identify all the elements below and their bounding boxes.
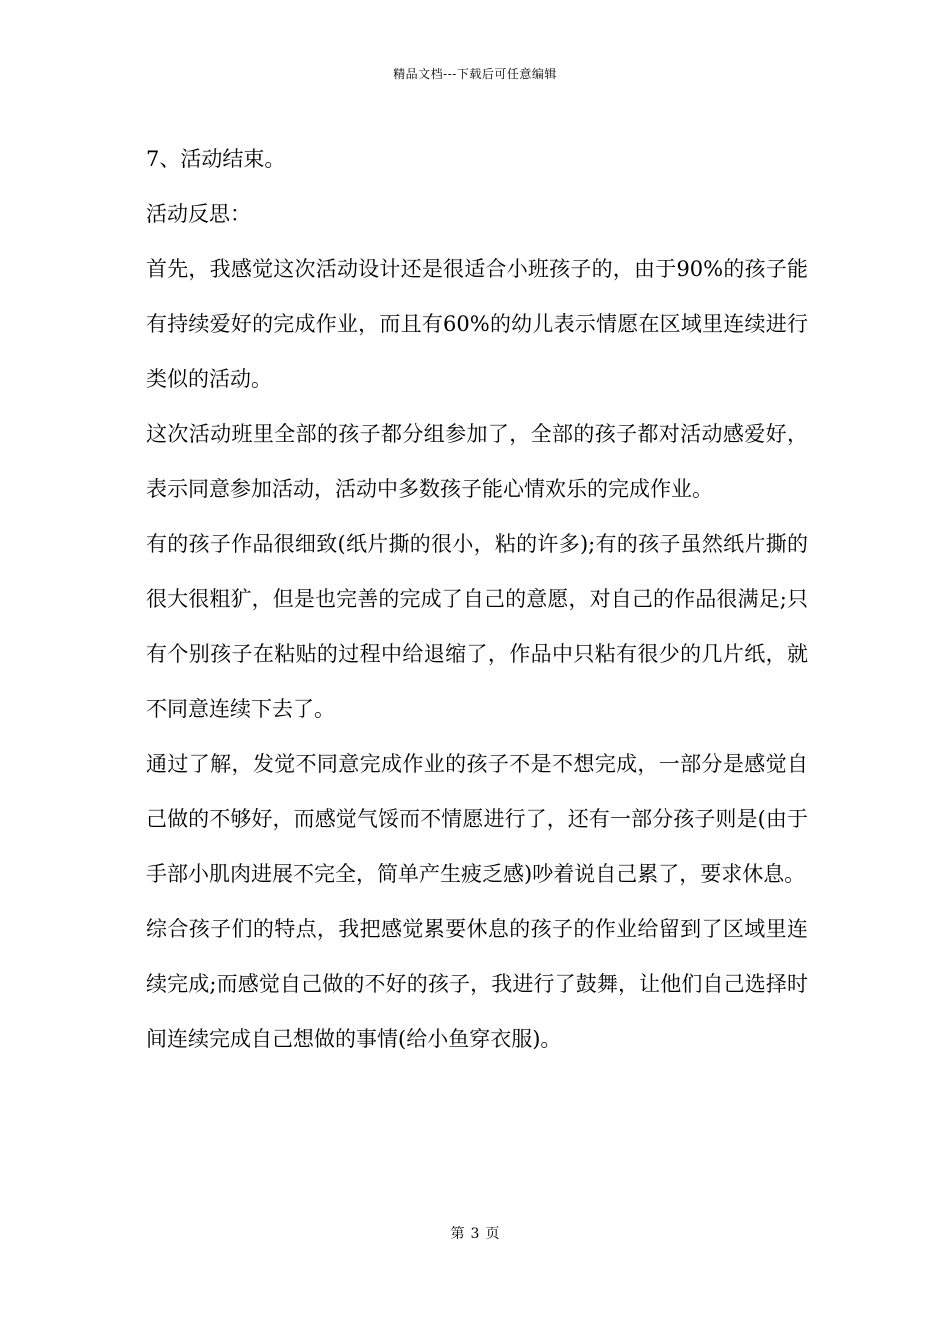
page-number-suffix: 页 <box>485 1226 500 1242</box>
paragraph-reflection-3: 有的孩子作品很细致(纸片撕的很小，粘的许多);有的孩子虽然纸片撕的很大很粗犷，但是也完善的完成了自己的意愿，对自己的作品很满足;只有个别孩子在粘贴的过程中给退缩了，作品中只粘有很少的几片纸，就不同意连续下去了。 <box>146 532 808 721</box>
page-number: 3 <box>470 1226 480 1242</box>
page-header: 精品文档---下载后可任意编辑 <box>393 67 557 81</box>
paragraph-reflection-4: 通过了解，发觉不同意完成作业的孩子不是不想完成，一部分是感觉自己做的不够好，而感觉气馁而不情愿进行了，还有一部分孩子则是(由于手部小肌肉进展不完全，简单产生疲乏感)吵着说自己累了，要求休息。 <box>146 752 808 886</box>
paragraph-reflection-heading: 活动反思： <box>146 202 251 226</box>
paragraph-reflection-2: 这次活动班里全部的孩子都分组参加了，全部的孩子都对活动感爱好，表示同意参加活动，活动中多数孩子能心情欢乐的完成作业。 <box>146 422 808 501</box>
document-body <box>146 132 808 1067</box>
paragraph-reflection-1: 首先，我感觉这次活动设计还是很适合小班孩子的，由于90%的孩子能有持续爱好的完成作业，而且有60%的幼儿表示情愿在区域里连续进行类似的活动。 <box>146 257 808 391</box>
page-footer <box>0 1225 950 1243</box>
page-number-prefix: 第 <box>450 1226 465 1242</box>
paragraph-step-7: 7、活动结束。 <box>146 147 286 171</box>
paragraph-reflection-5: 综合孩子们的特点，我把感觉累要休息的孩子的作业给留到了区域里连续完成;而感觉自己做的不好的孩子，我进行了鼓舞，让他们自己选择时间连续完成自己想做的事情(给小鱼穿衣服)。 <box>146 917 808 1051</box>
